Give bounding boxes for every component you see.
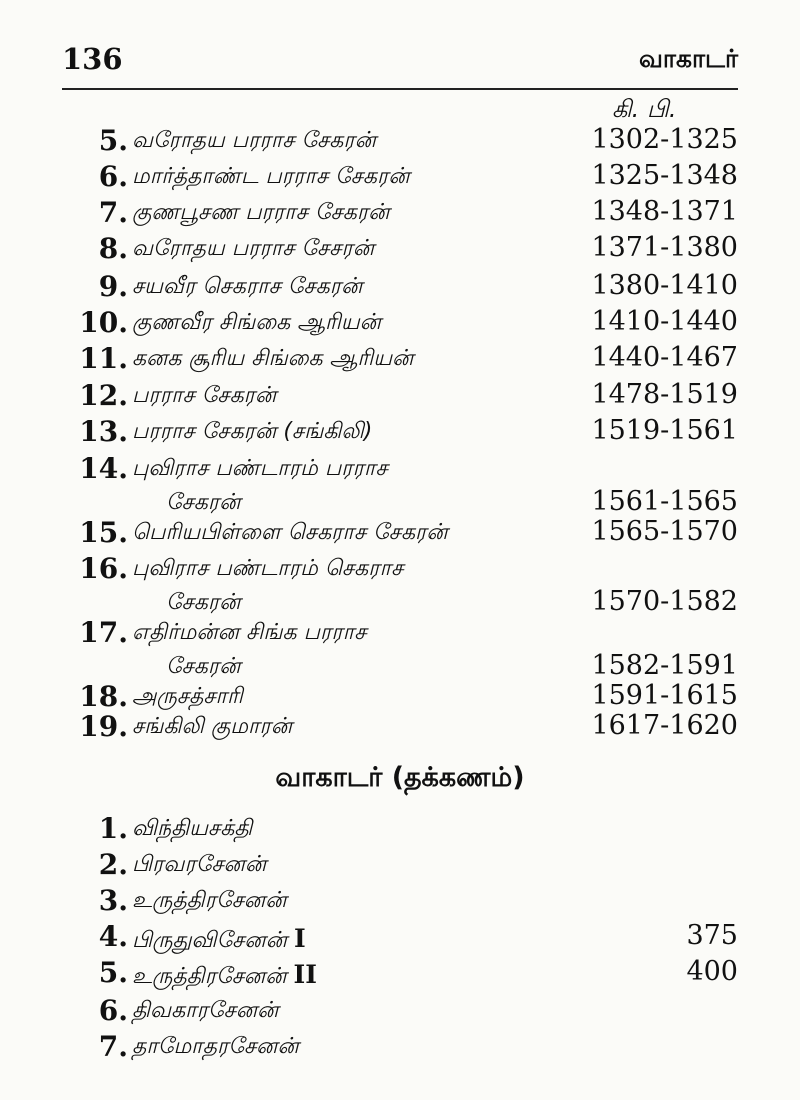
ruler-name	[132, 960, 317, 992]
king-years: 1570-1582	[591, 586, 738, 617]
king-name-continued: சேகரன்	[166, 654, 241, 679]
ruler-name	[132, 816, 252, 844]
page-header	[62, 42, 738, 82]
ruler-name	[132, 1034, 299, 1062]
king-name-continued: சேகரன்	[166, 590, 241, 615]
king-name: பரராச சேகரன்	[132, 383, 277, 408]
king-years: 1565-1570	[591, 516, 738, 547]
king-name-continued: சேகரன்	[166, 490, 241, 515]
king-years: 1380-1410	[591, 270, 738, 301]
ruler-name	[132, 888, 287, 916]
king-years: 1561-1565	[591, 486, 738, 517]
king-number: 10.	[79, 306, 128, 339]
ruler-number: 4.	[98, 920, 128, 953]
section-heading: வாகாடர் (தக்கணம்)	[275, 762, 525, 793]
ruler-name-text: உருத்திரசேனன்	[132, 964, 287, 989]
ruler-name-text: பிருதுவிசேனன்	[132, 928, 288, 953]
ruler-name-text: திவகாரசேனன்	[132, 998, 279, 1023]
king-number: 6.	[98, 160, 128, 193]
page-number: 136	[62, 42, 123, 76]
ruler-regnal-suffix: I	[294, 924, 306, 953]
header-rule	[62, 88, 738, 90]
ruler-number: 5.	[98, 956, 128, 989]
king-name: சயவீர செகராச சேகரன்	[132, 274, 363, 299]
king-years: 1591-1615	[591, 680, 738, 711]
king-years: 1348-1371	[591, 196, 738, 227]
era-label: கி. பி.	[612, 95, 677, 123]
king-number: 18.	[79, 680, 128, 713]
king-years: 1302-1325	[591, 124, 738, 155]
king-years: 1519-1561	[591, 415, 738, 446]
ruler-name-text: விந்தியசக்தி	[132, 816, 253, 841]
ruler-number: 6.	[98, 994, 128, 1027]
king-number: 8.	[98, 232, 128, 265]
king-years: 1617-1620	[591, 710, 738, 741]
ruler-name	[132, 852, 266, 880]
king-name: எதிர்மன்ன சிங்க பரராச	[132, 620, 367, 645]
running-head: வாகாடர்	[639, 44, 738, 73]
king-number: 15.	[79, 516, 128, 549]
king-years: 1371-1380	[591, 232, 738, 263]
king-number: 5.	[98, 124, 128, 157]
king-years: 1440-1467	[591, 342, 738, 373]
king-years: 1478-1519	[591, 379, 738, 410]
king-years: 1325-1348	[591, 160, 738, 191]
ruler-number: 3.	[98, 884, 128, 917]
king-name: மார்த்தாண்ட பரராச சேகரன்	[132, 164, 410, 189]
king-name: வரோதய பரராச சேசரன்	[132, 236, 375, 261]
king-name: பரராச சேகரன் (சங்கிலி)	[132, 419, 373, 444]
ruler-name-text: தாமோதரசேனன்	[132, 1034, 299, 1059]
ruler-number: 2.	[98, 848, 128, 881]
king-name: வரோதய பரராச சேகரன்	[132, 128, 377, 153]
king-number: 9.	[98, 270, 128, 303]
king-name: புவிராச பண்டாரம் பரராச	[132, 456, 388, 481]
king-name: பெரியபிள்ளை செகராச சேகரன்	[132, 520, 448, 545]
king-name: அருசத்சாரி	[132, 684, 243, 709]
ruler-name	[132, 924, 306, 956]
king-name: சங்கிலி குமாரன்	[132, 714, 293, 739]
king-years: 1582-1591	[591, 650, 738, 681]
king-number: 16.	[79, 552, 128, 585]
ruler-name	[132, 998, 278, 1026]
king-number: 17.	[79, 616, 128, 649]
ruler-name-text: பிரவரசேனன்	[132, 852, 267, 877]
king-number: 12.	[79, 379, 128, 412]
ruler-name-text: உருத்திரசேனன்	[132, 888, 287, 913]
ruler-number: 7.	[98, 1030, 128, 1063]
king-name: புவிராச பண்டாரம் செகராச	[132, 556, 404, 581]
king-number: 13.	[79, 415, 128, 448]
ruler-year: 375	[686, 920, 738, 951]
king-name: கனக சூரிய சிங்கை ஆரியன்	[132, 346, 414, 371]
king-number: 11.	[79, 342, 128, 375]
king-number: 7.	[98, 196, 128, 229]
ruler-regnal-suffix: II	[293, 960, 317, 989]
king-number: 19.	[79, 710, 128, 743]
king-number: 14.	[79, 452, 128, 485]
ruler-number: 1.	[98, 812, 128, 845]
ruler-year: 400	[686, 956, 738, 987]
king-name: குணபூசண பரராச சேகரன்	[132, 200, 390, 225]
king-years: 1410-1440	[591, 306, 738, 337]
king-name: குணவீர சிங்கை ஆரியன்	[132, 310, 382, 335]
